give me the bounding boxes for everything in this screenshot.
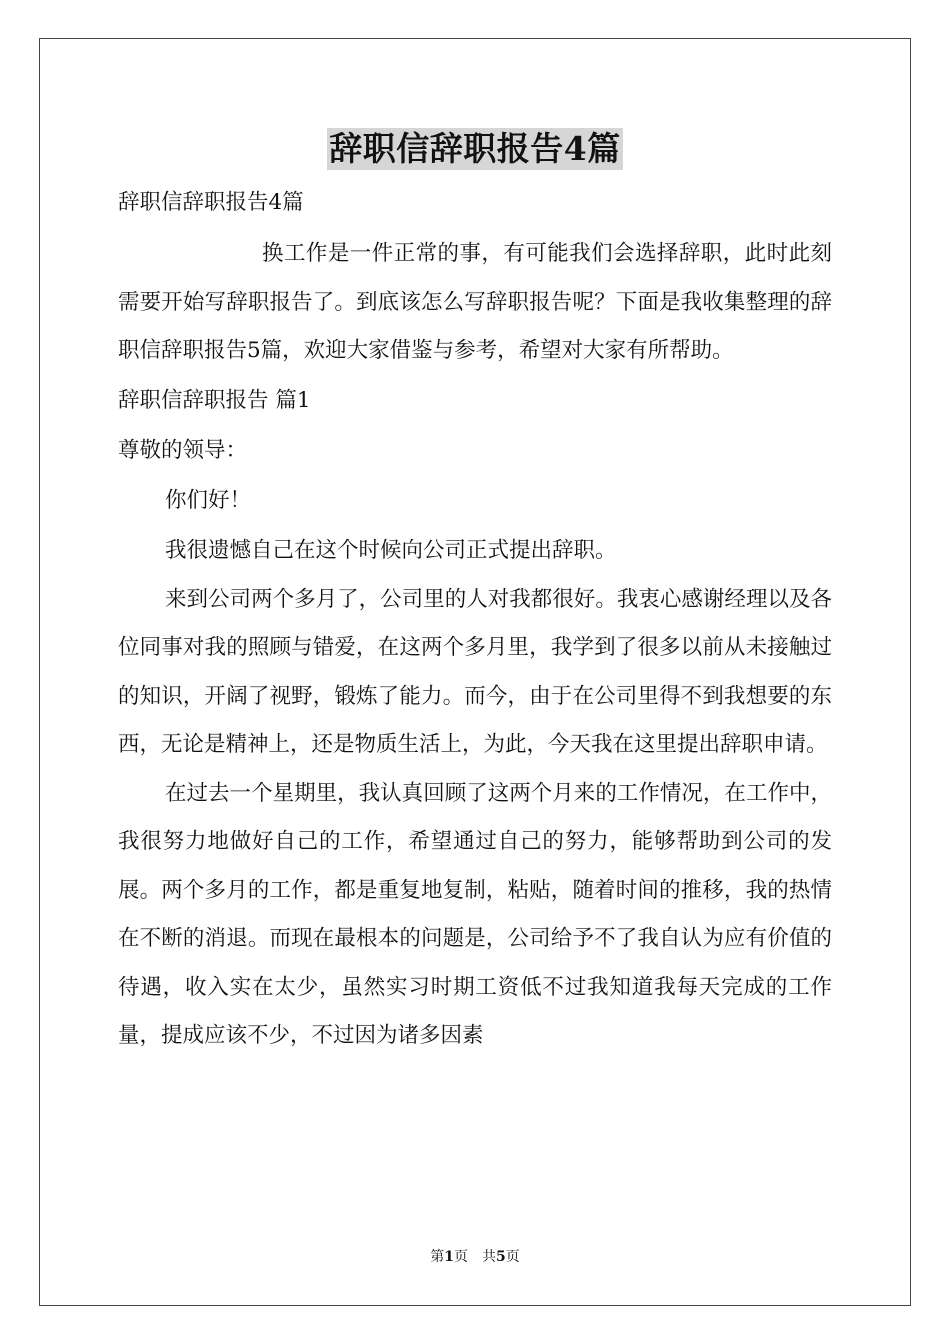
greeting: 你们好！: [165, 487, 252, 513]
page-number-suffix: 页: [505, 1249, 520, 1265]
title-container: [0, 128, 950, 170]
document-subtitle: 辞职信辞职报告4篇: [118, 190, 304, 215]
document-body: [118, 178, 832, 1061]
section-heading: 辞职信辞职报告 篇1: [118, 387, 311, 413]
body-paragraph: 来到公司两个多月了，公司里的人对我都很好。我衷心感谢经理以及各位同事对我的照顾与错爱，在这两个多月里，我学到了很多以前从未接触过的知识，开阔了视野，锻炼了能力。而今，由于在公司里得不到我想要的东西，无论是精神上，还是物质生活上，为此，今天我在这里提出辞职申请。: [118, 586, 832, 757]
current-page-number: 1: [444, 1249, 454, 1265]
total-page-count: 5: [496, 1249, 506, 1265]
document-title: 辞职信辞职报告4篇: [329, 129, 621, 168]
page-number-middle: 页 共: [454, 1249, 496, 1265]
page-number-prefix: 第: [430, 1249, 445, 1265]
salutation: 尊敬的领导：: [118, 437, 248, 463]
intro-paragraph: 换工作是一件正常的事，有可能我们会选择辞职，此时此刻需要开始写辞职报告了。到底该怎么写辞职报告呢？下面是我收集整理的辞职信辞职报告5篇，欢迎大家借鉴与参考，希望对大家有所帮助。: [118, 241, 832, 363]
page-footer: [0, 1246, 950, 1266]
body-paragraph: 我很遗憾自己在这个时候向公司正式提出辞职。: [165, 537, 617, 563]
body-paragraph: 在过去一个星期里，我认真回顾了这两个月来的工作情况，在工作中，我很努力地做好自己的工作，希望通过自己的努力，能够帮助到公司的发展。两个多月的工作，都是重复地复制，粘贴，随着时间的推移，我的热情在不断的消退。而现在最根本的问题是，公司给予不了我自认为应有价值的待遇，收入实在太少，虽然实习时期工资低不过我知道我每天完成的工作量，提成应该不少，不过因为诸多因素: [118, 780, 832, 1048]
